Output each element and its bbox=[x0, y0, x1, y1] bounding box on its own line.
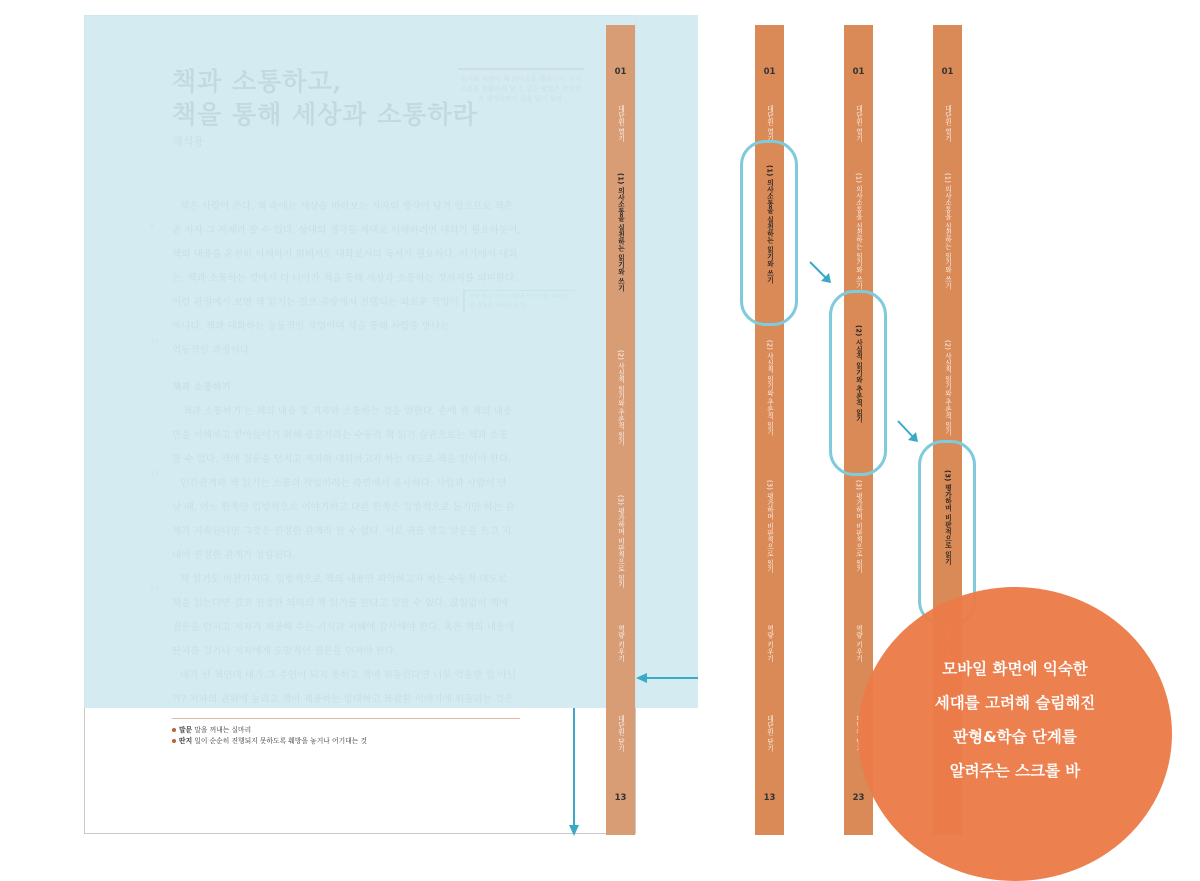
step-4[interactable]: 역량 키우기 bbox=[854, 625, 863, 662]
step-1[interactable]: (1) 의사소통을 실천하는 읽기와 쓰기 bbox=[765, 165, 774, 284]
step-2[interactable]: (2) 사실적 읽기와 추론적 읽기 bbox=[854, 325, 863, 423]
footnote-desc: 일이 순순히 진행되지 못하도록 훼방을 놓거나 어기대는 것 bbox=[194, 737, 368, 745]
page-number: 13 bbox=[614, 793, 627, 803]
footnote-term: 말문 bbox=[179, 726, 193, 734]
arrow-left-icon bbox=[636, 673, 698, 683]
step-intro[interactable]: 대단원 열기 bbox=[854, 105, 863, 142]
footnote-term: 딴지 bbox=[179, 737, 193, 745]
unit-number: 01 bbox=[763, 67, 776, 77]
footnote-desc: 말을 꺼내는 실마리 bbox=[194, 726, 252, 734]
step-3[interactable]: (3) 평가하며 비판적으로 읽기 bbox=[943, 470, 952, 566]
step-1[interactable]: (1) 의사소통을 실천하는 읽기와 쓰기 bbox=[943, 173, 952, 290]
callout-line: 판형&학습 단계를 bbox=[953, 728, 1077, 746]
step-2[interactable]: (2) 사실적 읽기와 추론적 읽기 bbox=[765, 340, 774, 436]
step-intro[interactable]: 대단원 열기 bbox=[943, 105, 952, 142]
step-1[interactable]: (1) 의사소통을 실천하는 읽기와 쓰기 bbox=[854, 173, 863, 290]
page-number: 23 bbox=[852, 793, 865, 803]
step-intro[interactable]: 대단원 열기 bbox=[616, 105, 625, 142]
unit-number: 01 bbox=[852, 67, 865, 77]
unit-number: 01 bbox=[614, 67, 627, 77]
callout-line: 모바일 화면에 익숙한 bbox=[942, 660, 1088, 678]
arrow-right-down-icon-2 bbox=[898, 421, 918, 442]
arrow-right-down-icon-1 bbox=[810, 262, 831, 283]
step-intro[interactable]: 대단원 열기 bbox=[765, 105, 774, 142]
callout-line: 알려주는 스크롤 바 bbox=[949, 762, 1081, 780]
step-2[interactable]: (2) 사실적 읽기와 추론적 읽기 bbox=[943, 340, 952, 436]
step-4[interactable]: 역량 키우기 bbox=[616, 625, 625, 662]
step-2[interactable]: (2) 사실적 읽기와 추론적 읽기 bbox=[616, 350, 625, 446]
arrow-down-icon bbox=[569, 708, 579, 836]
callout-line: 세대를 고려해 슬림해진 bbox=[934, 694, 1096, 712]
page-number: 13 bbox=[763, 793, 776, 803]
callout-text bbox=[858, 652, 1172, 788]
unit-number: 01 bbox=[941, 67, 954, 77]
step-3[interactable]: (3) 평가하며 비판적으로 읽기 bbox=[616, 495, 625, 589]
step-5[interactable]: 대단원 닫기 bbox=[765, 715, 774, 752]
step-3[interactable]: (3) 평가하며 비판적으로 읽기 bbox=[854, 480, 863, 574]
step-1[interactable]: (1) 의사소통을 실천하는 읽기와 쓰기 bbox=[616, 173, 625, 292]
step-4[interactable]: 역량 키우기 bbox=[765, 625, 774, 662]
step-3[interactable]: (3) 평가하며 비판적으로 읽기 bbox=[765, 480, 774, 574]
step-5[interactable]: 대단원 닫기 bbox=[616, 715, 625, 752]
